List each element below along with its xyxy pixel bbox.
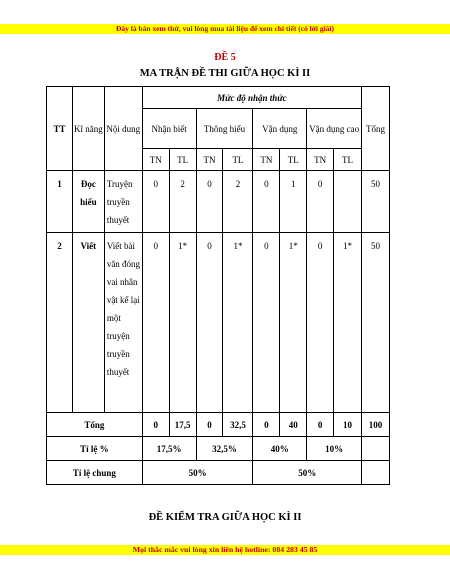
row-value: 1* (334, 233, 362, 413)
sub-tl: TL (223, 149, 253, 171)
exam-code: ĐỀ 5 (214, 52, 236, 63)
header-level: Mức độ nhận thức (142, 87, 361, 109)
header-total: Tổng (361, 87, 389, 171)
matrix-title: MA TRẬN ĐỀ THI GIỮA HỌC KÌ II (139, 68, 311, 79)
row-value: 0 (142, 171, 169, 233)
sum-value: 0 (142, 413, 169, 437)
ratio-value: 40% (253, 437, 307, 461)
sum-value: 40 (280, 413, 307, 437)
ratio-empty (361, 437, 389, 461)
sum-total: 100 (361, 413, 389, 437)
sum-value: 17,5 (169, 413, 196, 437)
row-value: 0 (253, 171, 280, 233)
level-recognize: Nhận biết (142, 109, 196, 149)
row-total: 50 (361, 171, 389, 233)
sub-tl: TL (169, 149, 196, 171)
header-skill: Kĩ năng (72, 87, 104, 171)
row-value: 0 (307, 171, 334, 233)
row-value: 0 (196, 171, 223, 233)
level-apply: Vận dụng (253, 109, 307, 149)
sum-value: 0 (307, 413, 334, 437)
sum-value: 10 (334, 413, 362, 437)
sub-tn: TN (253, 149, 280, 171)
row-value: 2 (169, 171, 196, 233)
header-tt: TT (47, 87, 73, 171)
sub-tn: TN (307, 149, 334, 171)
table-row (47, 233, 390, 413)
ratio-value: 32,5% (196, 437, 253, 461)
row-value: 1* (280, 233, 307, 413)
hotline-banner: Mọi thắc mắc vui lòng xin liên hệ hotline: 084 283 45 85 (0, 545, 450, 555)
ratio-row (47, 437, 390, 461)
row-tt: 2 (47, 233, 73, 413)
row-skill: Đọc hiểu (72, 171, 104, 233)
preview-banner: Đây là bản xem thử, vui lòng mua tài liệu để xem chi tiết (có lời giải) (0, 24, 450, 34)
common-label: Tỉ lệ chung (47, 461, 143, 485)
row-value: 1* (223, 233, 253, 413)
sub-tn: TN (196, 149, 223, 171)
common-empty (361, 461, 389, 485)
common-value: 50% (142, 461, 253, 485)
ratio-value: 10% (307, 437, 362, 461)
exam-title: ĐỀ KIỂM TRA GIỮA HỌC KÌ II (148, 512, 302, 523)
level-understand: Thông hiểu (196, 109, 253, 149)
sum-label: Tổng (47, 413, 143, 437)
row-value: 0 (307, 233, 334, 413)
row-value (334, 171, 362, 233)
sub-tl: TL (334, 149, 362, 171)
sum-value: 32,5 (223, 413, 253, 437)
row-value: 0 (253, 233, 280, 413)
row-tt: 1 (47, 171, 73, 233)
row-value: 1* (169, 233, 196, 413)
row-content: Truyện truyền thuyết (104, 171, 142, 233)
row-value: 0 (142, 233, 169, 413)
row-content: Viết bài văn đóng vai nhân vật kể lại một truyện truyền thuyết (104, 233, 142, 413)
row-value: 1 (280, 171, 307, 233)
ratio-value: 17,5% (142, 437, 196, 461)
common-value: 50% (253, 461, 362, 485)
table-row (47, 171, 390, 233)
row-value: 0 (196, 233, 223, 413)
row-total: 50 (361, 233, 389, 413)
sum-row (47, 413, 390, 437)
row-value: 2 (223, 171, 253, 233)
ratio-label: Tỉ lệ % (47, 437, 143, 461)
header-content: Nội dung (104, 87, 142, 171)
sub-tl: TL (280, 149, 307, 171)
sum-value: 0 (253, 413, 280, 437)
row-skill: Viết (72, 233, 104, 413)
common-row (47, 461, 390, 485)
level-apply-high: Vận dụng cao (307, 109, 362, 149)
sub-tn: TN (142, 149, 169, 171)
matrix-table (46, 86, 390, 485)
sum-value: 0 (196, 413, 223, 437)
